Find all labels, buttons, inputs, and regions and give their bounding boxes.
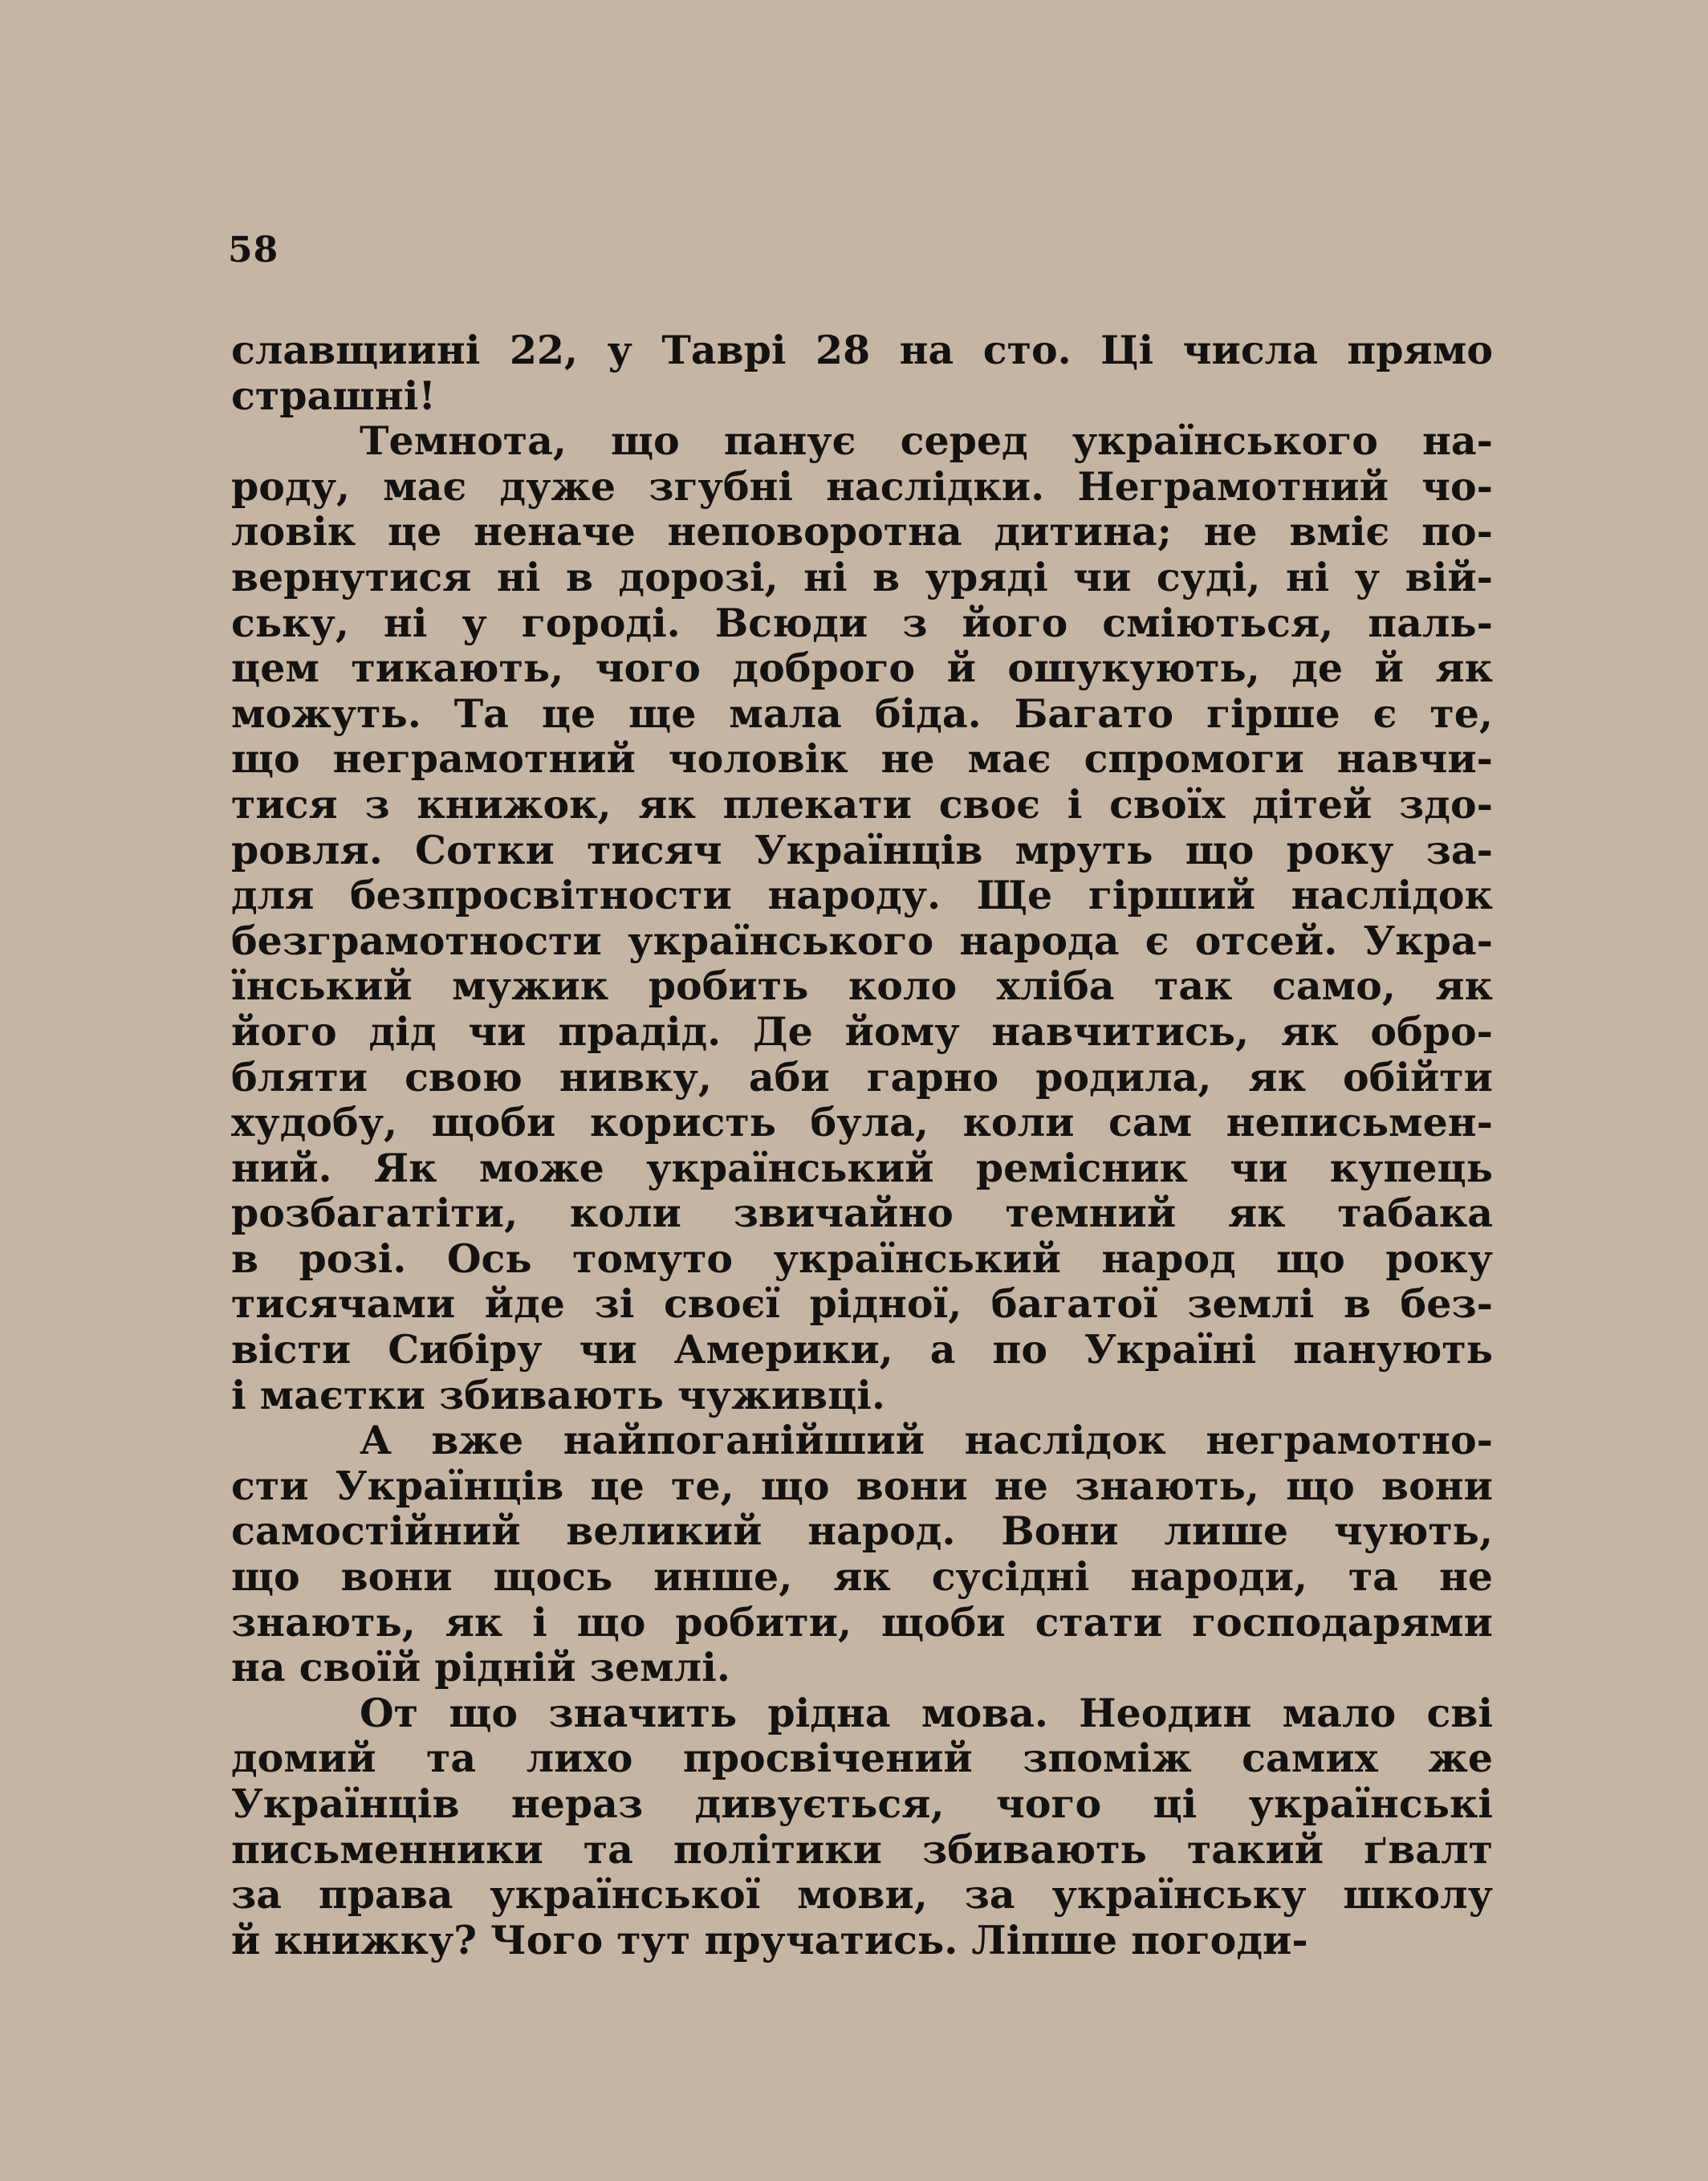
text-line: знають, як і що робити, щоби стати господарями [231,1598,1493,1646]
text-line: бляти свою нивку, аби гарно родила, як обійти [231,1053,1493,1101]
text-line: письменники та політики збивають такий ґвалт [231,1825,1493,1873]
body-text [231,328,1493,1963]
text-line: сти Українців це те, що вони не знають, що вони [231,1462,1493,1509]
text-line: на своїй рідній землі. [231,1644,730,1691]
text-line: цем тикають, чого доброго й ошукують, де й як [231,645,1493,692]
text-line: ровля. Сотки тисяч Українців мруть що року за- [231,826,1493,873]
text-line: А вже найпоганійший наслідок неграмотно- [360,1417,1493,1464]
text-line: домий та лихо просвічений зпоміж самих же [231,1735,1493,1782]
text-line: ську, ні у городі. Всюди з його сміються, паль- [231,599,1493,646]
text-line: його дід чи прадід. Де йому навчитись, як обро- [231,1007,1493,1055]
text-line: страшні! [231,372,436,419]
paragraph [231,418,1493,1418]
text-line: за права української мови, за українську школу [231,1871,1493,1919]
text-line: Темнота, що панує серед українського на- [360,417,1493,465]
text-line: ний. Як може український ремісник чи купець [231,1144,1493,1191]
text-line: розбагатіти, коли звичайно темний як табака [231,1190,1493,1237]
paragraph [231,1691,1493,1963]
text-line: вернутися ні в дорозі, ні в уряді чи суді, ні у вій- [231,553,1493,600]
text-line: що неграмотний чоловік не має спромоги навчи- [231,735,1493,783]
text-line: що вони щось инше, як сусідні народи, та не [231,1553,1493,1601]
text-line: їнський мужик робить коло хліба так само, як [231,962,1493,1010]
text-line: Українців нераз дивується, чого ці українські [231,1780,1493,1827]
text-line: роду, має дуже згубні наслідки. Неграмотний чо- [231,462,1493,510]
text-line: вісти Сибіру чи Америки, а по Україні панують [231,1326,1493,1373]
text-line: можуть. Та це ще мала біда. Багато гірше є те, [231,690,1493,737]
text-line: самостійний великий народ. Вони лише чують, [231,1508,1493,1555]
text-line: ловік це неначе неповоротна дитина; не вміє по- [231,508,1493,555]
page-number: 58 [228,230,279,271]
paragraph [231,1418,1493,1691]
text-line: тисячами йде зі своєї рідної, багатої землі в без- [231,1280,1493,1328]
text-line: От що значить рідна мова. Неодин мало сві [360,1689,1493,1736]
text-line: худобу, щоби користь була, коли сам неписьмен- [231,1099,1493,1146]
paragraph [231,328,1493,418]
text-line: й книжку? Чого тут пручатись. Ліпше погоди- [231,1916,1308,1963]
text-line: безграмотности українського народа є отсей. Укра- [231,917,1493,964]
text-line: славщиині 22, у Таврі 28 на сто. Ці числа прямо [231,327,1493,373]
text-line: тися з книжок, як плекати своє і своїх дітей здо- [231,780,1493,828]
text-line: в розі. Ось томуто український народ що року [231,1235,1493,1282]
text-line: і маєтки збивають чуживці. [231,1371,885,1418]
text-line: для безпросвітности народу. Ще гірший наслідок [231,872,1493,919]
